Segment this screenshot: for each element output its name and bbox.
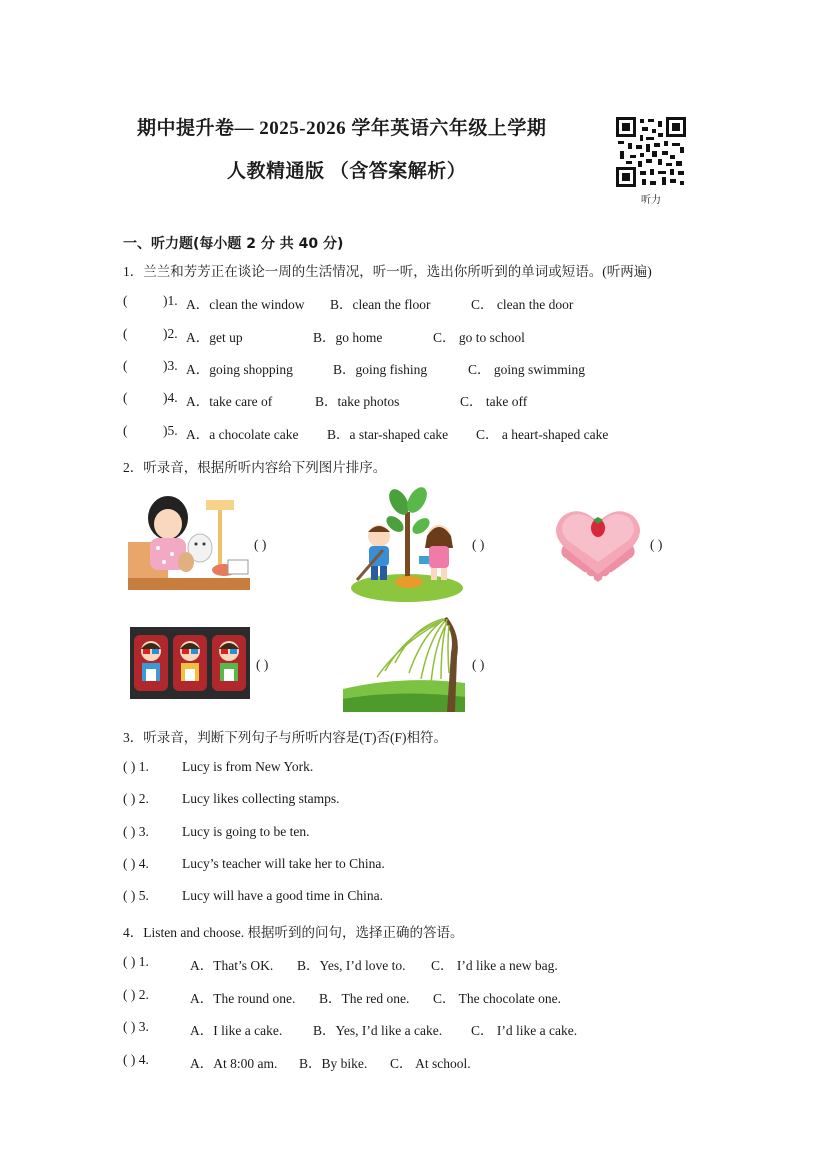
statement-text: Lucy is going to be ten. xyxy=(182,824,310,839)
picture-answer-paren[interactable]: ( ) xyxy=(254,537,267,552)
picture-answer-paren[interactable]: ( ) xyxy=(472,657,485,672)
option-a: A．At 8:00 am. xyxy=(190,1056,278,1071)
answer-paren[interactable]: ( ) 4. xyxy=(123,856,149,871)
q4-prompt: 4．Listen and choose. 根据听到的问句，选择正确的答语。 xyxy=(123,925,464,940)
option-b: B．a star-shaped cake xyxy=(327,427,449,442)
option-b: B．By bike. xyxy=(299,1056,368,1071)
item-number: )2. xyxy=(163,326,178,341)
option-b: B．clean the floor xyxy=(330,297,431,312)
option-b: B．go home xyxy=(313,330,383,345)
answer-paren[interactable]: ( ) 5. xyxy=(123,888,149,903)
answer-paren[interactable]: ( xyxy=(123,326,128,341)
page-title-line1: 期中提升卷— 2025-2026 学年英语六年级上学期 xyxy=(137,118,547,139)
option-a: A．get up xyxy=(186,330,243,345)
option-c: C． clean the door xyxy=(471,297,574,312)
answer-paren[interactable]: ( ) 3. xyxy=(123,824,149,839)
item-number: )4. xyxy=(163,390,178,405)
heart-cake-icon xyxy=(553,502,643,582)
option-b: B．take photos xyxy=(315,394,400,409)
option-a: A．going shopping xyxy=(186,362,293,377)
tree-planting-icon xyxy=(347,484,465,604)
option-c: C． At school. xyxy=(390,1056,471,1071)
option-c: C． I’d like a new bag. xyxy=(431,958,558,973)
answer-paren[interactable]: ( ) 2. xyxy=(123,791,149,806)
option-a: A．I like a cake. xyxy=(190,1023,283,1038)
statement-text: Lucy is from New York. xyxy=(182,759,314,774)
answer-paren[interactable]: ( xyxy=(123,423,128,438)
q2-prompt: 2．听录音，根据所听内容给下列图片排序。 xyxy=(123,460,387,475)
q3-prompt: 3．听录音，判断下列句子与所听内容是(T)否(F)相符。 xyxy=(123,730,447,745)
option-a: A．clean the window xyxy=(186,297,305,312)
item-number: )5. xyxy=(163,423,178,438)
answer-paren[interactable]: ( xyxy=(123,390,128,405)
option-c: C． a heart-shaped cake xyxy=(476,427,609,442)
page-title-line2: 人教精通版 （含答案解析） xyxy=(227,161,467,182)
answer-paren[interactable]: ( ) 1. xyxy=(123,954,149,969)
option-a: A．That’s OK. xyxy=(190,958,274,973)
item-number: )3. xyxy=(163,358,178,373)
option-c: C． go to school xyxy=(433,330,525,345)
option-b: B．Yes, I’d love to. xyxy=(297,958,406,973)
option-b: B．The red one. xyxy=(319,991,410,1006)
statement-text: Lucy will have a good time in China. xyxy=(182,888,383,903)
qr-caption: 听力 xyxy=(641,195,661,206)
picture-answer-paren[interactable]: ( ) xyxy=(650,537,663,552)
picture-answer-paren[interactable]: ( ) xyxy=(256,657,269,672)
option-a: A．take care of xyxy=(186,394,273,409)
option-c: C． The chocolate one. xyxy=(433,991,561,1006)
answer-paren[interactable]: ( xyxy=(123,293,128,308)
answer-paren[interactable]: ( ) 4. xyxy=(123,1052,149,1067)
girl-toys-icon xyxy=(128,492,250,592)
q1-prompt: 1．兰兰和芳芳正在谈论一周的生活情况，听一听，选出你所听到的单词或短语。(听两遍) xyxy=(123,264,652,279)
willow-tree-icon xyxy=(343,613,465,712)
item-number: )1. xyxy=(163,293,178,308)
option-c: C． take off xyxy=(460,394,528,409)
option-b: B．going fishing xyxy=(333,362,428,377)
option-c: C． I’d like a cake. xyxy=(471,1023,578,1038)
option-b: B．Yes, I’d like a cake. xyxy=(313,1023,443,1038)
cinema-icon xyxy=(130,627,250,699)
qr-code-icon xyxy=(616,117,686,187)
statement-text: Lucy likes collecting stamps. xyxy=(182,791,340,806)
answer-paren[interactable]: ( xyxy=(123,358,128,373)
option-a: A．The round one. xyxy=(190,991,296,1006)
answer-paren[interactable]: ( ) 2. xyxy=(123,987,149,1002)
picture-answer-paren[interactable]: ( ) xyxy=(472,537,485,552)
statement-text: Lucy’s teacher will take her to China. xyxy=(182,856,385,871)
answer-paren[interactable]: ( ) 3. xyxy=(123,1019,149,1034)
section-heading: 一、听力题(每小题 2 分 共 40 分) xyxy=(123,236,344,252)
option-a: A．a chocolate cake xyxy=(186,427,299,442)
option-c: C． going swimming xyxy=(468,362,586,377)
answer-paren[interactable]: ( ) 1. xyxy=(123,759,149,774)
